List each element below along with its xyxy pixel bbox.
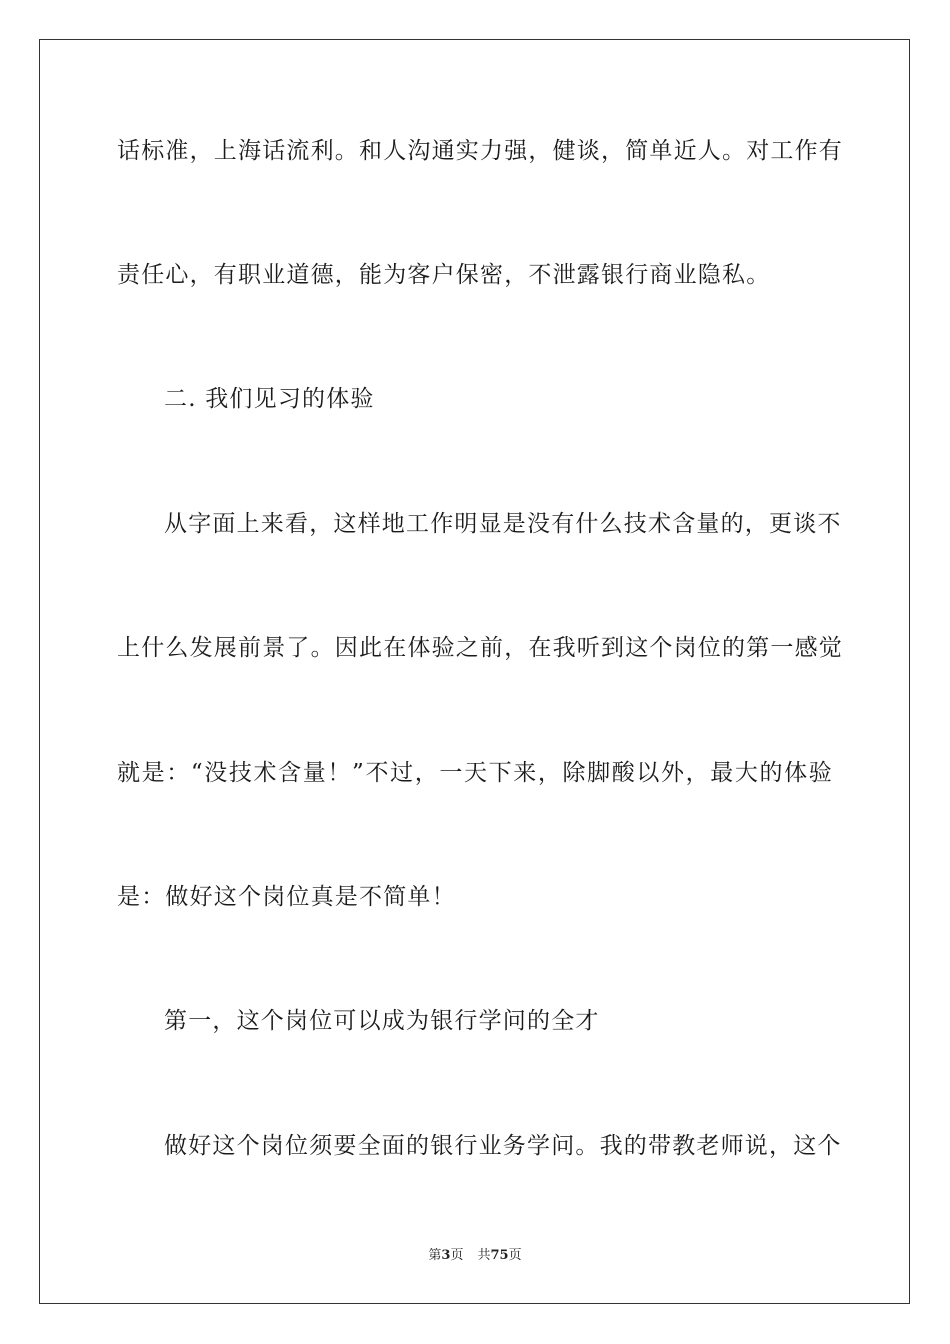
- page-prefix: 第: [428, 1248, 442, 1263]
- body-text-line: 话标准，上海话流利。和人沟通实力强，健谈，简单近人。对工作有: [117, 138, 843, 164]
- section-heading: 二. 我们见习的体验: [164, 386, 375, 412]
- total-prefix: 共: [477, 1248, 491, 1263]
- body-text-line: 是：做好这个岗位真是不简单！: [117, 884, 456, 910]
- body-text-line: 就是：“没技术含量！”不过，一天下来，除脚酸以外，最大的体验: [117, 760, 833, 786]
- body-text-line: 从字面上来看，这样地工作明显是没有什么技术含量的，更谈不: [164, 511, 842, 537]
- total-pages: 75: [490, 1248, 509, 1263]
- page-border: [39, 39, 910, 1304]
- subsection-heading: 第一，这个岗位可以成为银行学问的全才: [164, 1008, 600, 1034]
- page-number: 3: [441, 1248, 451, 1263]
- page-footer: [0, 1247, 950, 1265]
- body-text-line: 上什么发展前景了。因此在体验之前，在我听到这个岗位的第一感觉: [117, 635, 843, 661]
- body-text-line: 做好这个岗位须要全面的银行业务学问。我的带教老师说，这个: [164, 1133, 842, 1159]
- total-suffix: 页: [508, 1248, 522, 1263]
- body-text-line: 责任心，有职业道德，能为客户保密，不泄露银行商业隐私。: [117, 262, 771, 288]
- page-suffix: 页: [450, 1248, 464, 1263]
